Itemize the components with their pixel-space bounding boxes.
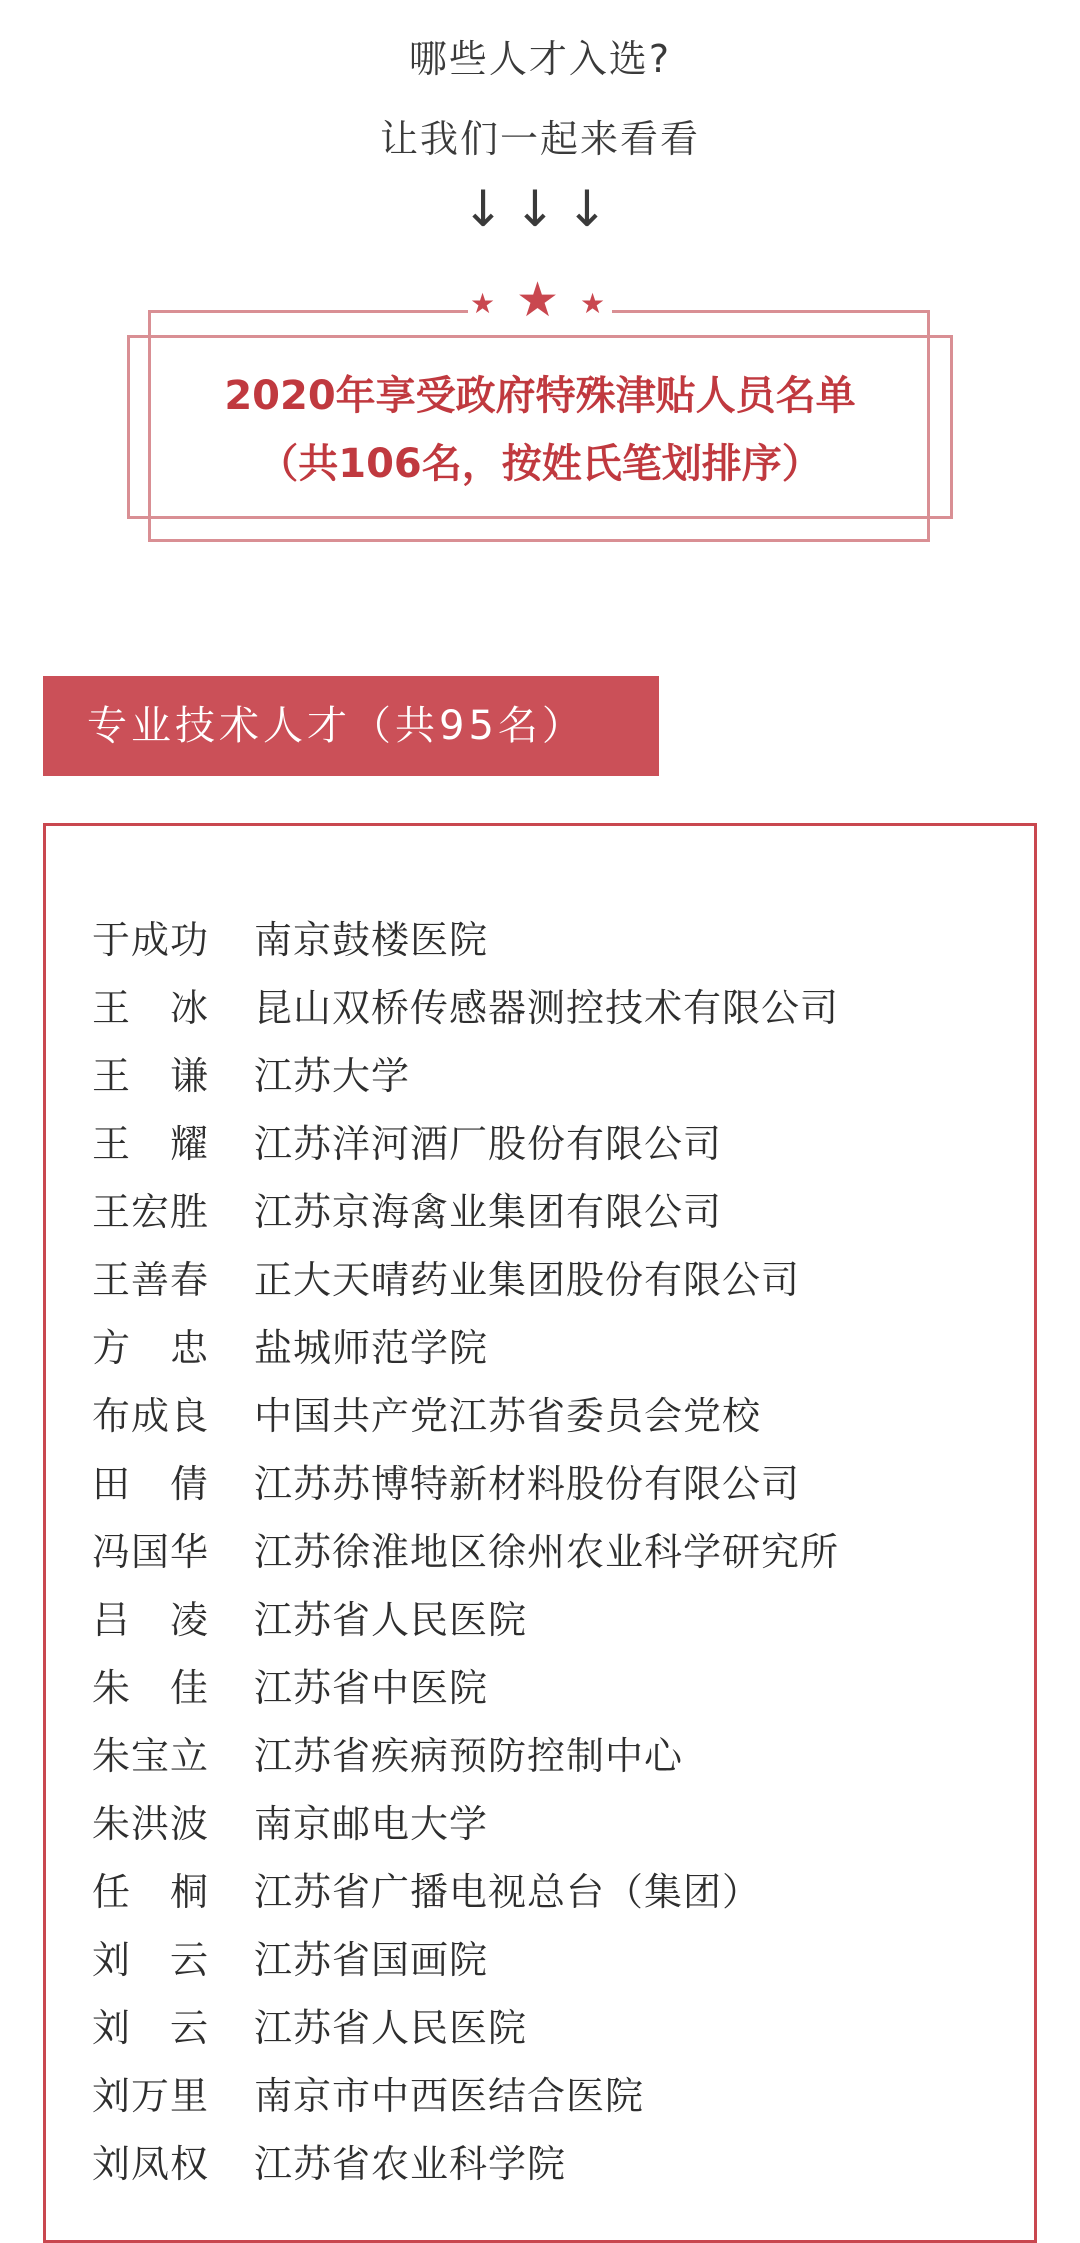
list-item bbox=[92, 1382, 839, 1450]
list-item bbox=[92, 974, 839, 1042]
person-name: 吕 凌 bbox=[92, 1598, 210, 1642]
page-subtitle: （共106名，按姓氏笔划排序） bbox=[258, 441, 822, 487]
organization-name: 盐城师范学院 bbox=[254, 1326, 489, 1370]
list-item bbox=[92, 1722, 839, 1790]
section-header: 专业技术人才（共95名） bbox=[43, 676, 659, 776]
person-name: 田 倩 bbox=[92, 1462, 210, 1506]
organization-name: 江苏省广播电视总台（集团） bbox=[254, 1870, 762, 1914]
organization-name: 江苏省中医院 bbox=[254, 1666, 489, 1710]
person-name: 刘 云 bbox=[92, 2006, 210, 2050]
list-item bbox=[92, 1042, 839, 1110]
person-name: 王善春 bbox=[92, 1258, 210, 1302]
person-name: 朱 佳 bbox=[92, 1666, 210, 1710]
organization-name: 南京鼓楼医院 bbox=[254, 918, 489, 962]
organization-name: 昆山双桥传感器测控技术有限公司 bbox=[254, 986, 840, 1030]
star-icon: ★ bbox=[580, 287, 606, 320]
star-icon: ★ bbox=[470, 287, 496, 320]
person-name: 王 冰 bbox=[92, 986, 210, 1030]
organization-name: 江苏大学 bbox=[254, 1054, 411, 1098]
intro-subtitle: 让我们一起来看看 bbox=[379, 117, 700, 161]
name-list bbox=[92, 906, 839, 2198]
organization-name: 南京邮电大学 bbox=[254, 1802, 489, 1846]
list-item bbox=[92, 1110, 839, 1178]
intro-question: 哪些人才入选? bbox=[408, 37, 672, 81]
person-name: 刘凤权 bbox=[92, 2142, 210, 2186]
organization-name: 正大天晴药业集团股份有限公司 bbox=[254, 1258, 801, 1302]
organization-name: 江苏省农业科学院 bbox=[254, 2142, 567, 2186]
organization-name: 江苏省人民医院 bbox=[254, 1598, 528, 1642]
person-name: 刘万里 bbox=[92, 2074, 210, 2118]
person-name: 冯国华 bbox=[92, 1530, 210, 1574]
organization-name: 江苏省人民医院 bbox=[254, 2006, 528, 2050]
list-item bbox=[92, 1926, 839, 1994]
list-item bbox=[92, 2062, 839, 2130]
list-item bbox=[92, 1586, 839, 1654]
list-item bbox=[92, 906, 839, 974]
organization-name: 南京市中西医结合医院 bbox=[254, 2074, 645, 2118]
list-item bbox=[92, 1858, 839, 1926]
person-name: 王 谦 bbox=[92, 1054, 210, 1098]
organization-name: 江苏省国画院 bbox=[254, 1938, 489, 1982]
organization-name: 江苏省疾病预防控制中心 bbox=[254, 1734, 684, 1778]
person-name: 布成良 bbox=[92, 1394, 210, 1438]
organization-name: 中国共产党江苏省委员会党校 bbox=[254, 1394, 762, 1438]
person-name: 朱宝立 bbox=[92, 1734, 210, 1778]
organization-name: 江苏徐淮地区徐州农业科学研究所 bbox=[254, 1530, 840, 1574]
list-item bbox=[92, 1246, 839, 1314]
person-name: 王 耀 bbox=[92, 1122, 210, 1166]
person-name: 刘 云 bbox=[92, 1938, 210, 1982]
page-title: 2020年享受政府特殊津贴人员名单 bbox=[224, 373, 856, 419]
list-item bbox=[92, 1450, 839, 1518]
list-item bbox=[92, 1654, 839, 1722]
list-item bbox=[92, 2130, 839, 2198]
list-item bbox=[92, 1518, 839, 1586]
list-item bbox=[92, 1314, 839, 1382]
person-name: 王宏胜 bbox=[92, 1190, 210, 1234]
person-name: 朱洪波 bbox=[92, 1802, 210, 1846]
organization-name: 江苏洋河酒厂股份有限公司 bbox=[254, 1122, 723, 1166]
person-name: 于成功 bbox=[92, 918, 210, 962]
star-icon: ★ bbox=[516, 272, 560, 328]
person-name: 任 桐 bbox=[92, 1870, 210, 1914]
title-frame-inner bbox=[127, 335, 953, 519]
list-item bbox=[92, 1994, 839, 2062]
organization-name: 江苏京海禽业集团有限公司 bbox=[254, 1190, 723, 1234]
organization-name: 江苏苏博特新材料股份有限公司 bbox=[254, 1462, 801, 1506]
list-item bbox=[92, 1790, 839, 1858]
person-name: 方 忠 bbox=[92, 1326, 210, 1370]
arrow-down-icon: ↓↓↓ bbox=[462, 180, 618, 238]
list-item bbox=[92, 1178, 839, 1246]
